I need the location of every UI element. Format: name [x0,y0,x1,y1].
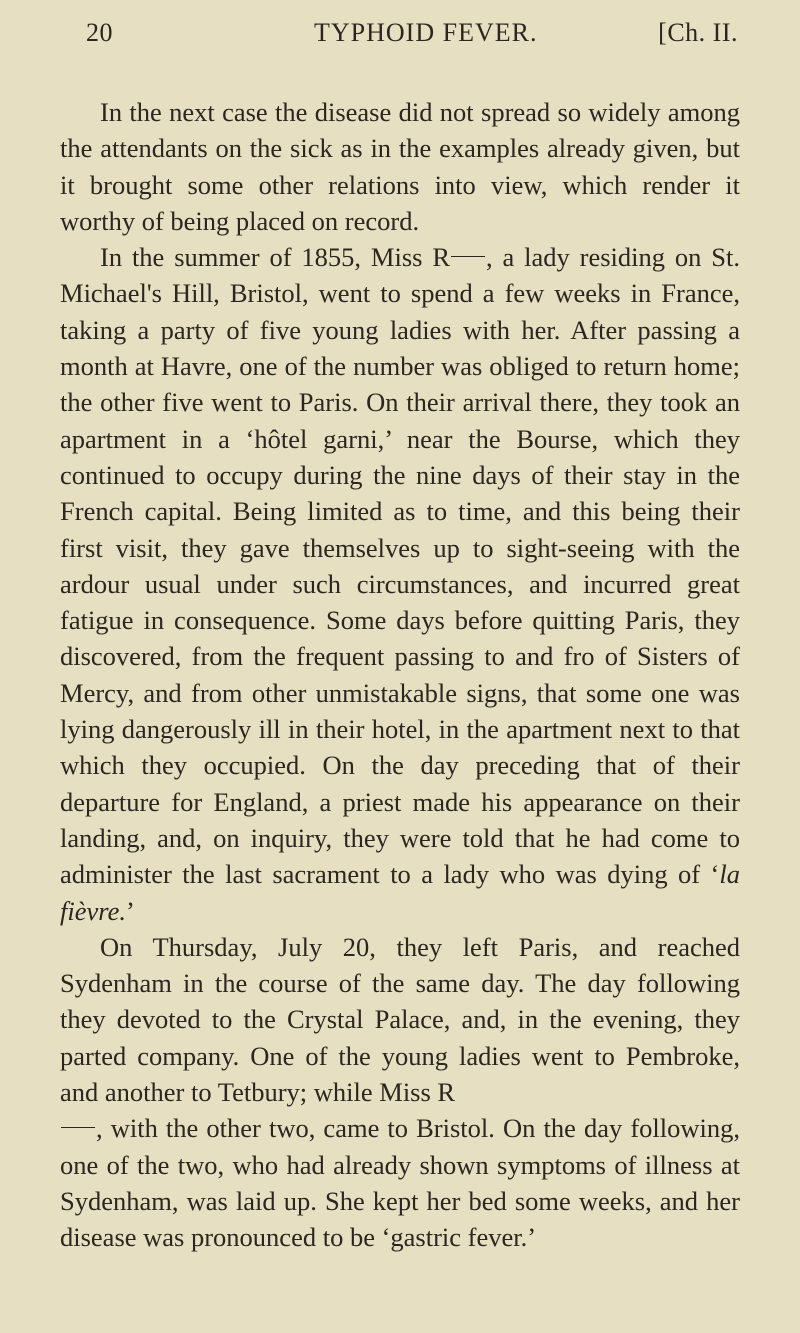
paragraph-2-part-a: In the summer of 1855, Miss R [100,242,450,273]
paragraph-3-part-b: , with the other two, came to Bristol. On the day following, one of the two, who had already shown symptoms of illness at Sydenham, was laid up. She kept her bed some weeks, and her disease was pronounced to be ‘gastric fever.’ [60,1113,740,1253]
paragraph-2-part-c: ’ [125,895,135,926]
french-phrase: la fièvre. [60,859,740,926]
body-text [60,94,740,1256]
running-title: TYPHOID FEVER. [314,18,538,47]
name-dash [451,256,485,257]
paragraph-2-part-b: , a lady residing on St. Michael's Hill, Bristol, went to spend a few weeks in France, taking a party of five young ladies with her. After passing a month at Havre, one of the number was obliged to return home; the other five went to Paris. On their arrival there, they took an apartment in a ‘hôtel garni,’ near the Bourse, which they continued to occupy during the nine days of their stay in the French capital. Being limited as to time, and this being their first visit, they gave themselves up to sight-seeing with the ardour usual under such circumstances, and incurred great fatigue in consequence. Some days before quitting Paris, they discovered, from the frequent passing to and fro of Sisters of Mercy, and from other unmistakable signs, that some one was lying dangerously ill in their hotel, in the apartment next to that which they occupied. On the day preceding that of their departure for England, a priest made his appearance on their landing, and, on inquiry, they were told that he had come to administer the last sacrament to a lady who was dying of ‘ [60,242,740,890]
paragraph-2 [60,239,740,929]
name-dash [61,1127,95,1128]
paragraph-3 [60,929,740,1256]
page-header [78,18,738,58]
chapter-label: [Ch. II. [658,18,738,47]
page-number: 20 [86,18,113,47]
paragraph-3-part-a: On Thursday, July 20, they left Paris, and reached Sydenham in the course of the same day. The day following they devoted to the Crystal Palace, and, in the evening, they parted company. One of the young ladies went to Pembroke, and another to Tetbury; while Miss R [60,931,740,1108]
paragraph-1: In the next case the disease did not spread so widely among the attendants on the sick as in the examples already given, but it brought some other relations into view, which render it worthy of being placed on record. [60,97,740,236]
